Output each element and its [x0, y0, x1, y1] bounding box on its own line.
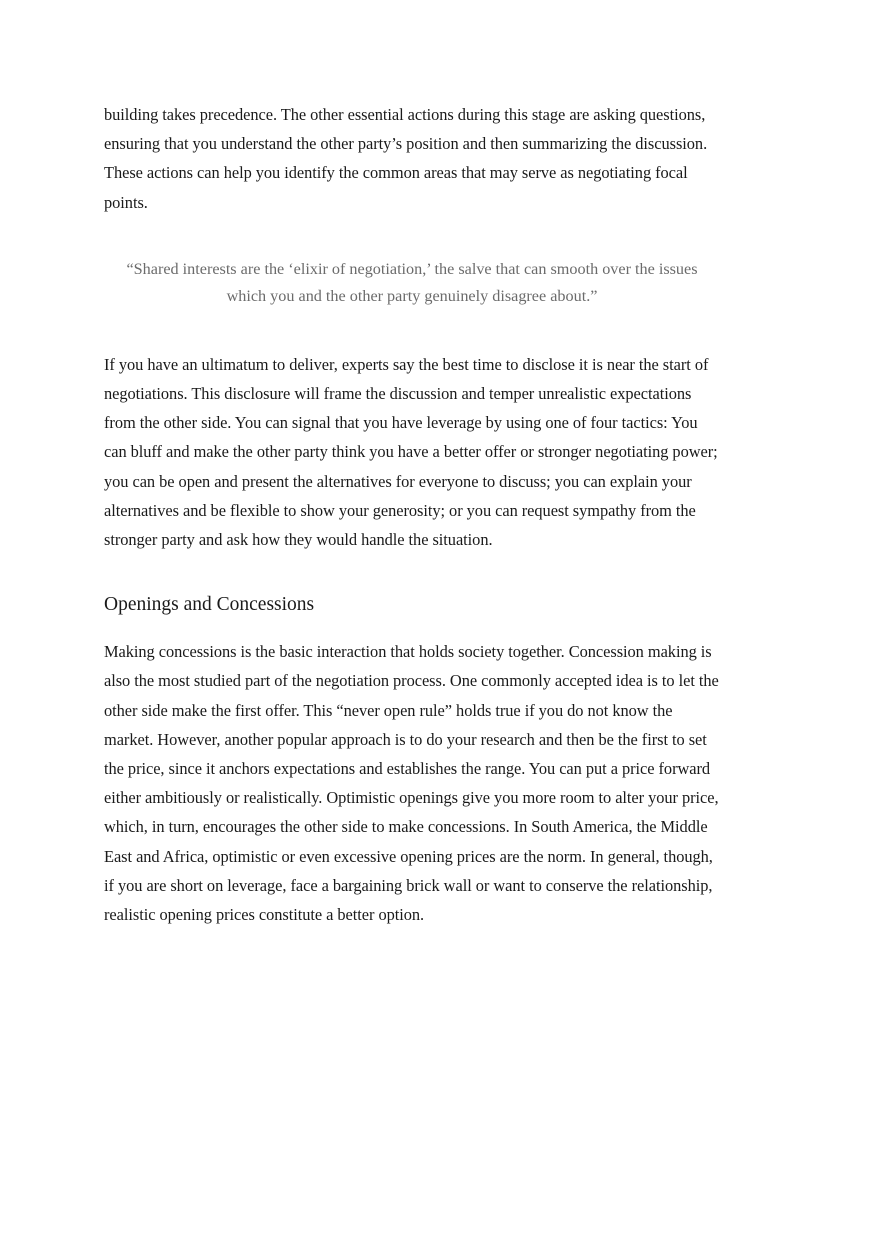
section-heading: Openings and Concessions: [104, 594, 315, 616]
pull-quote: “Shared interests are the ‘elixir of negotiation,’ the salve that can smooth over the issues which you and the other party genuinely disagree about.”: [126, 259, 698, 305]
body-paragraph: If you have an ultimatum to deliver, experts say the best time to disclose it is near the start of negotiations. This disclosure will frame the discussion and temper unrealistic expectations from the other side. You can signal that you have leverage by using one of four tactics: You can bluff and make the other party think you have a better offer or stronger negotiating power; you can be open and present the alternatives for everyone to discuss; you can explain your alternatives and be flexible to show your generosity; or you can request sympathy from the stronger party and ask how they would handle the situation.: [104, 354, 718, 550]
body-paragraph: Making concessions is the basic interaction that holds society together. Concession making is also the most studied part of the negotiation process. One commonly accepted idea is to let the other side make the first offer. This “never open rule” holds true if you do not know the market. However, another popular approach is to do your research and then be the first to set the price, since it anchors expectations and establishes the range. You can put a price forward either ambitiously or realistically. Optimistic openings give you more room to alter your price, which, in turn, encourages the other side to make concessions. In South America, the Middle East and Africa, optimistic or even excessive opening prices are the norm. In general, though, if you are short on leverage, face a bargaining brick wall or want to conserve the relationship, realistic opening prices constitute a better option.: [104, 642, 719, 925]
body-paragraph: building takes precedence. The other essential actions during this stage are asking questions, ensuring that you understand the other party’s position and then summarizing the discussion. These actions can help you identify the common areas that may serve as negotiating focal points.: [104, 105, 708, 212]
document-page: [104, 100, 720, 929]
